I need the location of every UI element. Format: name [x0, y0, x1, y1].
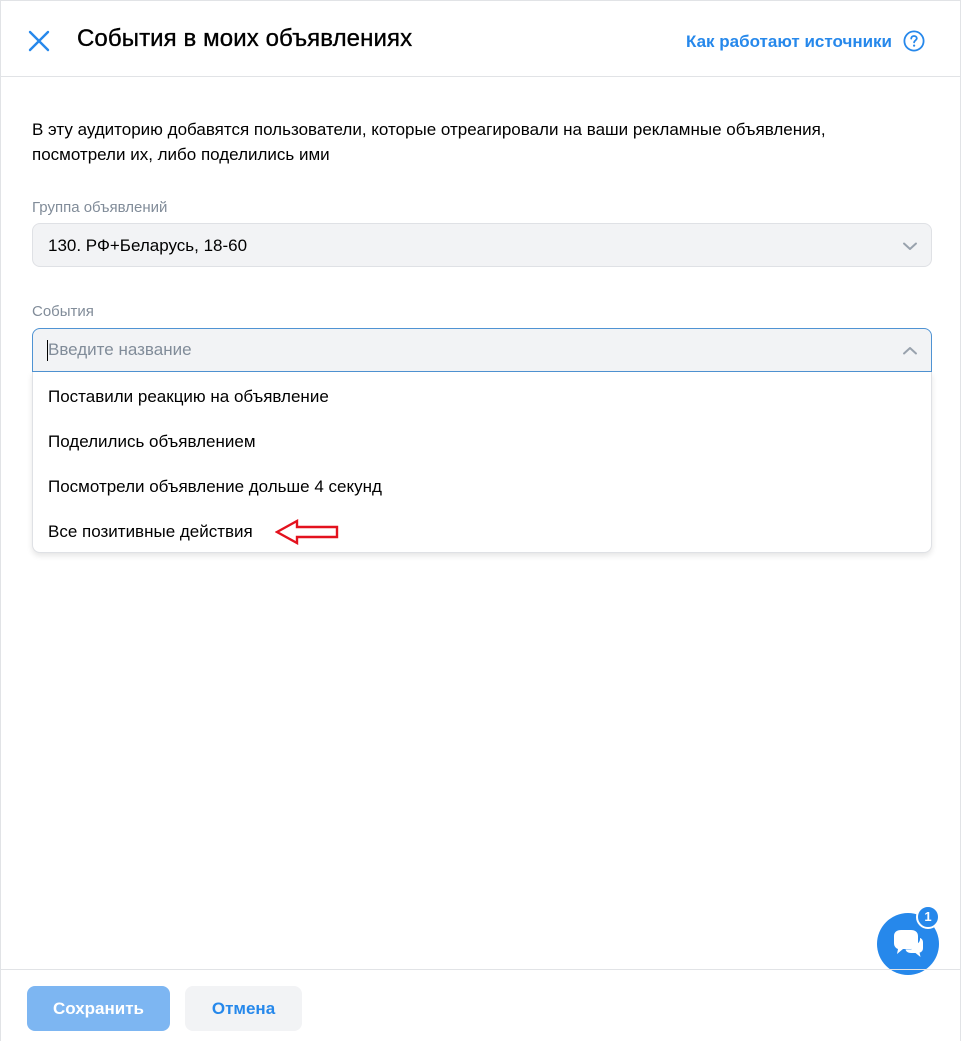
save-button[interactable]: Сохранить [27, 986, 170, 1031]
ad-group-select[interactable] [32, 223, 932, 267]
option-viewed-4s[interactable]: Посмотрели объявление дольше 4 секунд [48, 477, 382, 496]
modal-header [1, 1, 960, 77]
modal-footer [1, 969, 960, 1042]
chat-notification-badge: 1 [916, 905, 940, 929]
events-label: События [32, 303, 94, 320]
close-icon[interactable] [25, 27, 53, 55]
ad-group-label: Группа объявлений [32, 199, 168, 216]
option-reacted[interactable]: Поставили реакцию на объявление [48, 387, 329, 406]
how-sources-work-link[interactable]: Как работают источники [685, 32, 892, 51]
ad-group-value: 130. РФ+Беларусь, 18-60 [48, 236, 248, 255]
audience-description: В эту аудиторию добавятся пользователи, которые отреагировали на ваши рекламные объявления, посмотрели их, либо поделились ими [32, 120, 826, 164]
chevron-up-icon[interactable] [901, 342, 919, 360]
option-shared[interactable]: Поделились объявлением [48, 432, 256, 451]
events-select[interactable] [32, 328, 932, 372]
option-all-positive[interactable]: Все позитивные действия [48, 522, 253, 541]
events-dropdown [32, 372, 932, 553]
events-search-input[interactable] [33, 329, 893, 371]
modal-title: События в моих объявлениях [77, 25, 413, 52]
red-arrow-annotation-icon [275, 519, 339, 545]
chevron-down-icon [901, 237, 919, 255]
cancel-button[interactable]: Отмена [185, 986, 302, 1031]
question-circle-icon[interactable] [903, 30, 925, 52]
